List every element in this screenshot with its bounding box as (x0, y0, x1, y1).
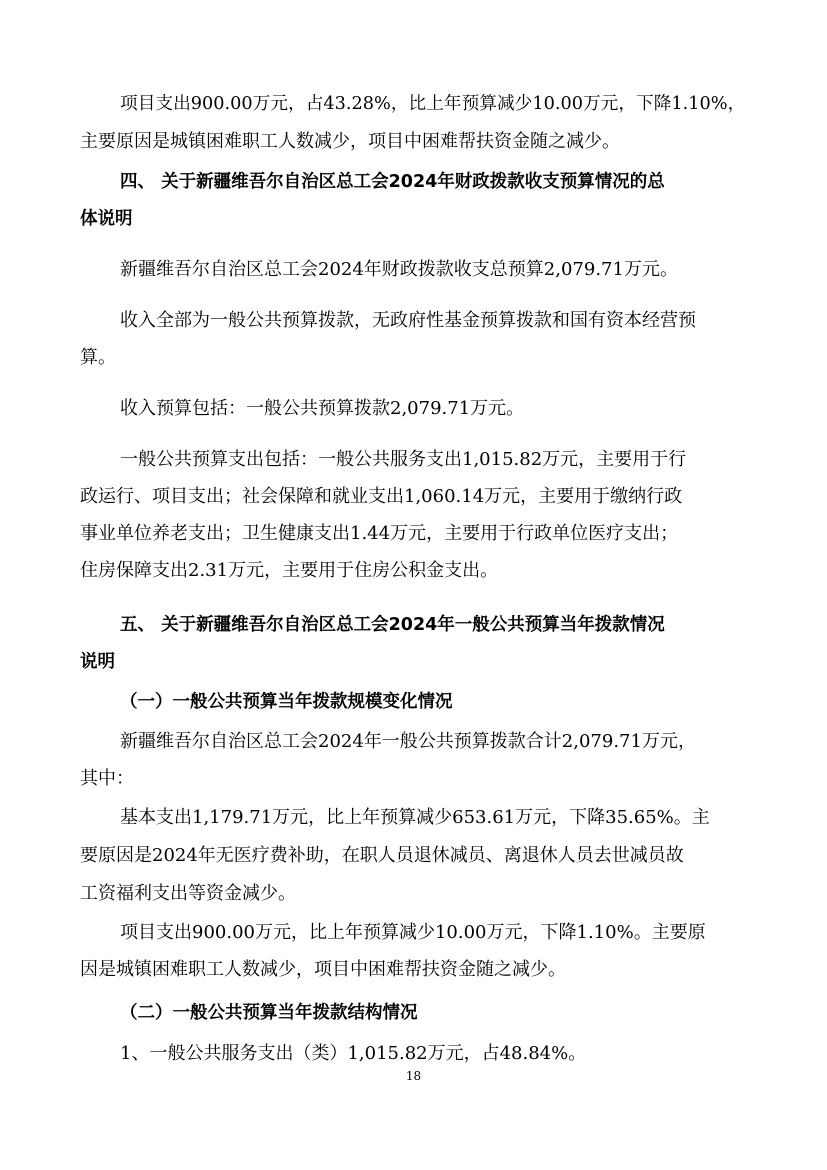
body-text-line: 新疆维吾尔自治区总工会2024年一般公共预算拨款合计2,079.71万元， (120, 731, 696, 752)
body-text-line: 主要原因是城镇困难职工人数减少，项目中困难帮扶资金随之减少。 (80, 131, 620, 152)
body-text-line: 项目支出900.00万元，占43.28%，比上年预算减少10.00万元，下降1.10%， (120, 94, 746, 114)
body-text-line: 一般公共预算支出包括：一般公共服务支出1,015.82万元，主要用于行 (120, 449, 687, 470)
body-text-line: 政运行、项目支出；社会保障和就业支出1,060.14万元，主要用于缴纳行政 (80, 486, 683, 507)
section-heading-5: 五、 关于新疆维吾尔自治区总工会2024年一般公共预算当年拨款情况 (120, 615, 665, 635)
section-heading-5-cont: 说明 (80, 652, 115, 672)
body-text-line: 新疆维吾尔自治区总工会2024年财政拨款收支总预算2,079.71万元。 (120, 259, 678, 280)
body-text-line: 因是城镇困难职工人数减少，项目中困难帮扶资金随之减少。 (80, 959, 566, 980)
subsection-heading-1: （一）一般公共预算当年拨款规模变化情况 (120, 692, 453, 712)
page-number: 18 (405, 1069, 422, 1083)
body-text-line: 收入全部为一般公共预算拨款，无政府性基金预算拨款和国有资本经营预 (120, 310, 696, 331)
subsection-heading-2: （二）一般公共预算当年拨款结构情况 (120, 1003, 418, 1023)
body-text-line: 其中： (80, 768, 134, 789)
body-text-line: 工资福利支出等资金减少。 (80, 883, 296, 904)
body-text-line: 住房保障支出2.31万元，主要用于住房公积金支出。 (80, 560, 499, 581)
body-text-line: 项目支出900.00万元，比上年预算减少10.00万元，下降1.10%。主要原 (120, 922, 706, 943)
body-text-line: 基本支出1,179.71万元，比上年预算减少653.61万元，下降35.65%。主 (120, 807, 710, 828)
body-text-line: 1、一般公共服务支出（类）1,015.82万元，占48.84%。 (120, 1043, 587, 1064)
body-text-line: 事业单位养老支出；卫生健康支出1.44万元，主要用于行政单位医疗支出； (80, 523, 679, 544)
body-text-line: 要原因是2024年无医疗费补助，在职人员退休减员、离退休人员去世减员故 (80, 845, 684, 866)
body-text-line: 算。 (80, 347, 116, 368)
section-heading-4-cont: 体说明 (80, 209, 133, 229)
section-heading-4: 四、 关于新疆维吾尔自治区总工会2024年财政拨款收支预算情况的总 (120, 172, 665, 192)
body-text-line: 收入预算包括：一般公共预算拨款2,079.71万元。 (120, 398, 525, 419)
